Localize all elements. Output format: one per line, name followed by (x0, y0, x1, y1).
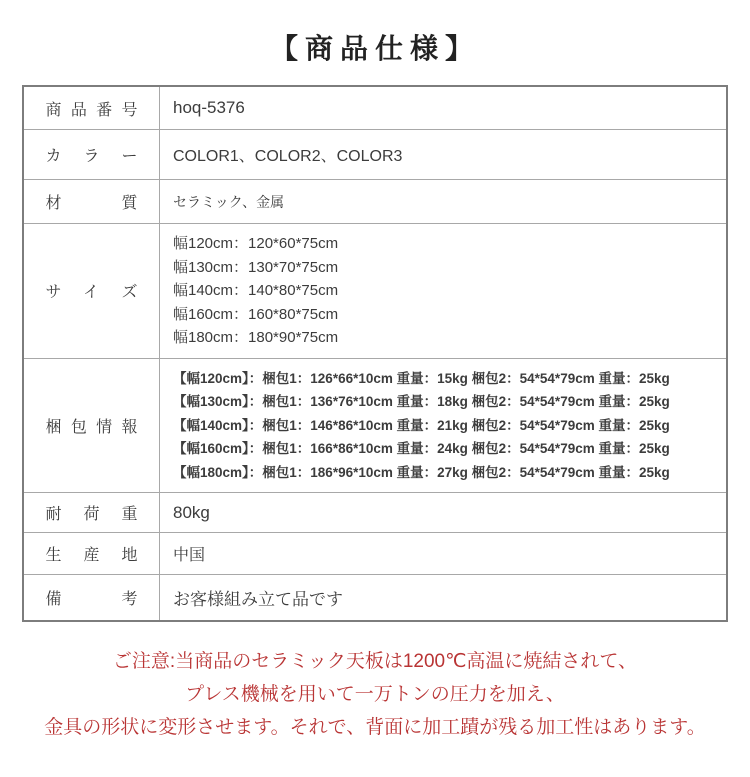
spec-value-cell (160, 130, 726, 179)
origin-value: 中国 (173, 547, 206, 564)
packing-line: 【幅130cm】：梱包1：136*76*10cm 重量：18kg 梱包2：54*54*79cm 重量：25kg (173, 394, 670, 409)
spec-value-cell (160, 359, 726, 493)
caution-line: プレス機械を用いて一万トンの圧力を加え、 (185, 684, 565, 705)
spec-label-packing-info: 梱包情報 (45, 418, 138, 436)
spec-value-cell (160, 493, 726, 532)
spec-row-packing-info (24, 359, 726, 494)
spec-label-cell (24, 533, 160, 574)
spec-label-material: 材質 (45, 195, 138, 212)
size-line: 幅130cm：130*70*75cm (173, 258, 339, 276)
spec-label-color: カラー (45, 148, 138, 165)
packing-line: 【幅140cm】：梱包1：146*86*10cm 重量：21kg 梱包2：54*54*79cm 重量：25kg (173, 417, 670, 433)
spec-label-cell (24, 575, 160, 620)
spec-row-origin (24, 533, 726, 575)
packing-line: 【幅120cm】：梱包1：126*66*10cm 重量：15kg 梱包2：54*54*79cm 重量：25kg (173, 370, 670, 386)
spec-value-cell (160, 575, 726, 620)
spec-label-cell (24, 87, 160, 129)
spec-row-color (24, 130, 726, 180)
spec-label-origin: 生産地 (45, 547, 138, 564)
color-value: COLOR1、COLOR2、COLOR3 (173, 148, 403, 165)
spec-label-remarks: 備考 (45, 591, 138, 608)
spec-label-product-number: 商品番号 (45, 101, 138, 119)
size-line: 幅140cm：140*80*75cm (173, 282, 339, 299)
spec-value-cell (160, 87, 726, 129)
size-line: 幅160cm：160*80*75cm (173, 305, 339, 323)
caution-notice (0, 645, 750, 744)
spec-row-remarks (24, 575, 726, 620)
caution-line: ご注意:当商品のセラミック天板は1200℃高温に焼結されて、 (112, 651, 638, 672)
spec-row-material (24, 180, 726, 224)
spec-row-size (24, 224, 726, 359)
spec-row-load-capacity (24, 493, 726, 533)
spec-label-cell (24, 493, 160, 532)
spec-label-cell (24, 359, 160, 493)
load-capacity-value: 80kg (173, 502, 210, 522)
caution-line: 金具の形状に変形させます。それで、背面に加工蹟が残る加工性はあります。 (44, 717, 706, 738)
remarks-value: お客様組み立て品です (173, 590, 343, 609)
packing-line: 【幅160cm】：梱包1：166*86*10cm 重量：24kg 梱包2：54*54*79cm 重量：25kg (173, 441, 670, 456)
page-title: 【商品仕様】 (269, 33, 480, 64)
spec-label-load-capacity: 耐荷重 (45, 506, 138, 523)
size-line: 幅180cm：180*90*75cm (173, 329, 339, 346)
spec-label-size: サイズ (45, 284, 138, 302)
spec-label-cell (24, 224, 160, 358)
spec-value-cell (160, 533, 726, 574)
material-value: セラミック、金属 (173, 193, 285, 210)
spec-label-cell (24, 130, 160, 179)
spec-value-cell (160, 224, 726, 358)
size-line: 幅120cm：120*60*75cm (173, 235, 339, 252)
spec-row-product-number (24, 87, 726, 130)
spec-value-cell (160, 180, 726, 223)
spec-label-cell (24, 180, 160, 223)
product-spec-table (22, 85, 728, 622)
product-number-value: hoq-5376 (173, 98, 245, 117)
packing-line: 【幅180cm】：梱包1：186*96*10cm 重量：27kg 梱包2：54*54*79cm 重量：25kg (173, 464, 670, 480)
